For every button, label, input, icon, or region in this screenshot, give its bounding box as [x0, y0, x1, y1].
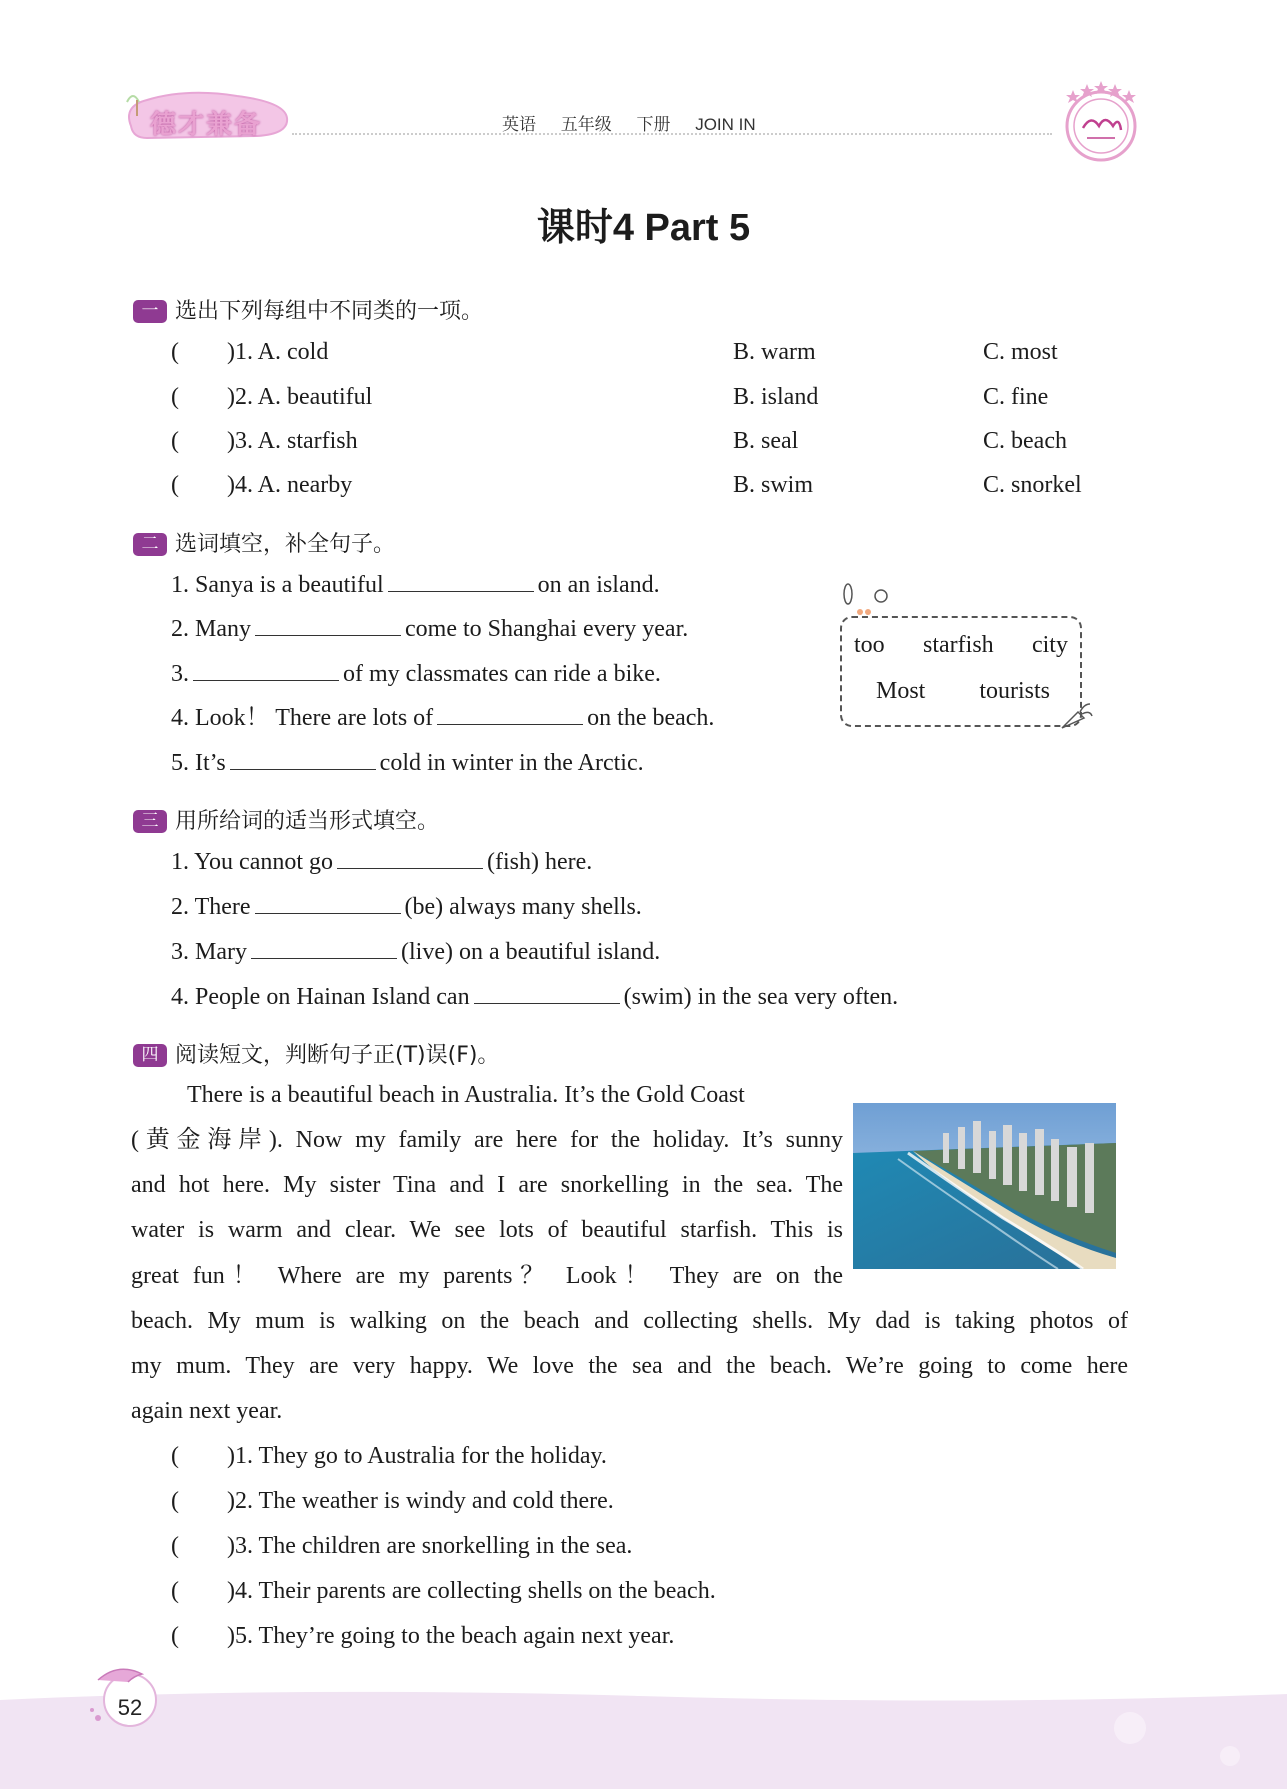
- s1-item-2-option-c: C. fine: [983, 384, 1049, 410]
- teacher-stamp-icon: [1059, 78, 1143, 166]
- s3-item-2-text-after: (be) always many shells.: [404, 894, 642, 920]
- passage-line-8: again next year.: [131, 1398, 283, 1424]
- s2-item-2-text-after: come to Shanghai every year.: [405, 616, 689, 642]
- word-bank-box: [840, 616, 1082, 727]
- passage-line-7: my mum. They are very happy. We love the sea and the beach. We’re going to come here: [131, 1353, 1128, 1379]
- s3-item-1: [171, 850, 592, 874]
- s3-item-4: [171, 985, 898, 1009]
- s4-question-2: ( )2. The weather is windy and cold there.: [171, 1488, 614, 1514]
- s1-item-3: [171, 429, 1071, 453]
- s1-item-4: [171, 472, 1082, 498]
- carrot-icon: [1058, 700, 1094, 732]
- s4-question-3: ( )3. The children are snorkelling in the sea.: [171, 1533, 633, 1559]
- header-edition: JOIN IN: [695, 115, 756, 134]
- lesson-title: 课时4 Part 5: [536, 207, 751, 249]
- answer-blank[interactable]: [337, 867, 483, 869]
- s1-item-2: [171, 385, 1071, 409]
- footer-decoration: [0, 1686, 1287, 1789]
- word-bank-row-2: [876, 678, 1050, 705]
- s3-item-1-text-after: (fish) here.: [487, 849, 593, 875]
- s1-item-3-option-c: C. beach: [983, 428, 1067, 454]
- answer-blank[interactable]: [474, 1002, 620, 1004]
- header-subject: 英语: [502, 115, 536, 134]
- bunny-ears-icon: [836, 582, 906, 618]
- s2-item-2: [171, 617, 688, 641]
- section-2-heading: [133, 527, 395, 558]
- word-bank-row-1: [854, 632, 1068, 659]
- passage-line-3: and hot here. My sister Tina and I are snorkelling in the sea. The: [131, 1172, 843, 1198]
- header-book-info: [502, 110, 776, 135]
- s3-item-4-text-after: (swim) in the sea very often.: [623, 984, 899, 1010]
- s2-item-3: [171, 662, 661, 686]
- s1-item-3-option-a: ( )3. A. starfish: [171, 428, 358, 454]
- section-1-instruction: 选出下列每组中不同类的一项。: [175, 299, 484, 324]
- s3-item-3: [171, 940, 660, 964]
- s4-question-5: ( )5. They’re going to the beach again next year.: [171, 1623, 675, 1649]
- s1-item-4-option-b: B. swim: [733, 472, 814, 498]
- s4-question-4: ( )4. Their parents are collecting shells on the beach.: [171, 1578, 716, 1604]
- brand-logo-text: 德才兼备: [150, 110, 263, 140]
- s2-item-5-text: 5. It’s: [171, 750, 226, 776]
- s2-item-4-text-after: on the beach.: [587, 705, 715, 731]
- section-3-instruction: 用所给词的适当形式填空。: [175, 809, 440, 834]
- answer-blank[interactable]: [255, 634, 401, 636]
- word-bank-word: city: [1031, 632, 1068, 658]
- answer-blank[interactable]: [251, 957, 397, 959]
- s2-item-4-text: 4. Look！ There are lots of: [171, 705, 434, 731]
- section-3-badge: 三: [133, 810, 167, 833]
- passage-line-4: water is warm and clear. We see lots of beautiful starfish. This is: [131, 1217, 843, 1243]
- s1-item-4-option-a: ( )4. A. nearby: [171, 472, 353, 498]
- section-2-badge: 二: [133, 533, 167, 556]
- s2-item-4: [171, 706, 714, 730]
- s2-item-1-text: 1. Sanya is a beautiful: [171, 572, 384, 598]
- header-volume: 下册: [636, 115, 671, 134]
- passage-line-1: There is a beautiful beach in Australia. It’s the Gold Coast: [187, 1082, 745, 1108]
- s1-item-1-option-b: B. warm: [733, 339, 816, 365]
- s3-item-2-text: 2. There: [171, 894, 251, 920]
- word-bank-word: tourists: [979, 678, 1050, 704]
- passage-line-6: beach. My mum is walking on the beach and collecting shells. My dad is taking photos of: [131, 1308, 1128, 1334]
- answer-blank[interactable]: [388, 590, 534, 592]
- s4-question-1: ( )1. They go to Australia for the holiday.: [171, 1443, 607, 1469]
- s2-item-3-text: 3.: [171, 661, 189, 687]
- answer-blank[interactable]: [437, 723, 583, 725]
- answer-blank[interactable]: [193, 679, 339, 681]
- passage-line-2: (黄金海岸). Now my family are here for the holiday. It’s sunny: [131, 1127, 843, 1153]
- s2-item-5-text-after: cold in winter in the Arctic.: [379, 750, 644, 776]
- s1-item-1-option-a: ( )1. A. cold: [171, 339, 329, 365]
- section-4-badge: 四: [133, 1044, 167, 1067]
- section-2-instruction: 选词填空，补全句子。: [175, 532, 396, 557]
- s3-item-4-text: 4. People on Hainan Island can: [171, 984, 470, 1010]
- s1-item-1: [171, 340, 1071, 364]
- section-3-heading: [133, 804, 439, 835]
- passage-line-5: great fun！ Where are my parents？ Look！ They are on the: [131, 1263, 843, 1289]
- s1-item-3-option-b: B. seal: [733, 428, 799, 454]
- s2-item-2-text: 2. Many: [171, 616, 251, 642]
- answer-blank[interactable]: [255, 912, 401, 914]
- section-1-badge: 一: [133, 300, 167, 323]
- answer-blank[interactable]: [230, 768, 376, 770]
- word-bank-word: too: [854, 632, 885, 658]
- s2-item-3-text-after: of my classmates can ride a bike.: [343, 661, 661, 687]
- word-bank-word: Most: [876, 678, 926, 704]
- s3-item-3-text: 3. Mary: [171, 939, 247, 965]
- s1-item-2-option-b: B. island: [733, 384, 819, 410]
- header-grade: 五年级: [560, 115, 612, 134]
- s3-item-2: [171, 895, 642, 919]
- gold-coast-beach-photo: [853, 1103, 1116, 1269]
- section-4-heading: [133, 1038, 499, 1069]
- s1-item-4-option-c: C. snorkel: [983, 472, 1082, 498]
- page-number: 52: [117, 1695, 143, 1720]
- s2-item-1: [171, 573, 660, 597]
- s3-item-1-text: 1. You cannot go: [171, 849, 334, 875]
- s2-item-1-text-after: on an island.: [537, 572, 660, 598]
- section-4-instruction: 阅读短文，判断句子正(T)误(F)。: [175, 1043, 500, 1068]
- s2-item-5: [171, 751, 644, 775]
- s1-item-1-option-c: C. most: [983, 339, 1058, 365]
- s1-item-2-option-a: ( )2. A. beautiful: [171, 384, 373, 410]
- s3-item-3-text-after: (live) on a beautiful island.: [400, 939, 661, 965]
- section-1-heading: [133, 294, 483, 325]
- word-bank-word: starfish: [923, 632, 994, 658]
